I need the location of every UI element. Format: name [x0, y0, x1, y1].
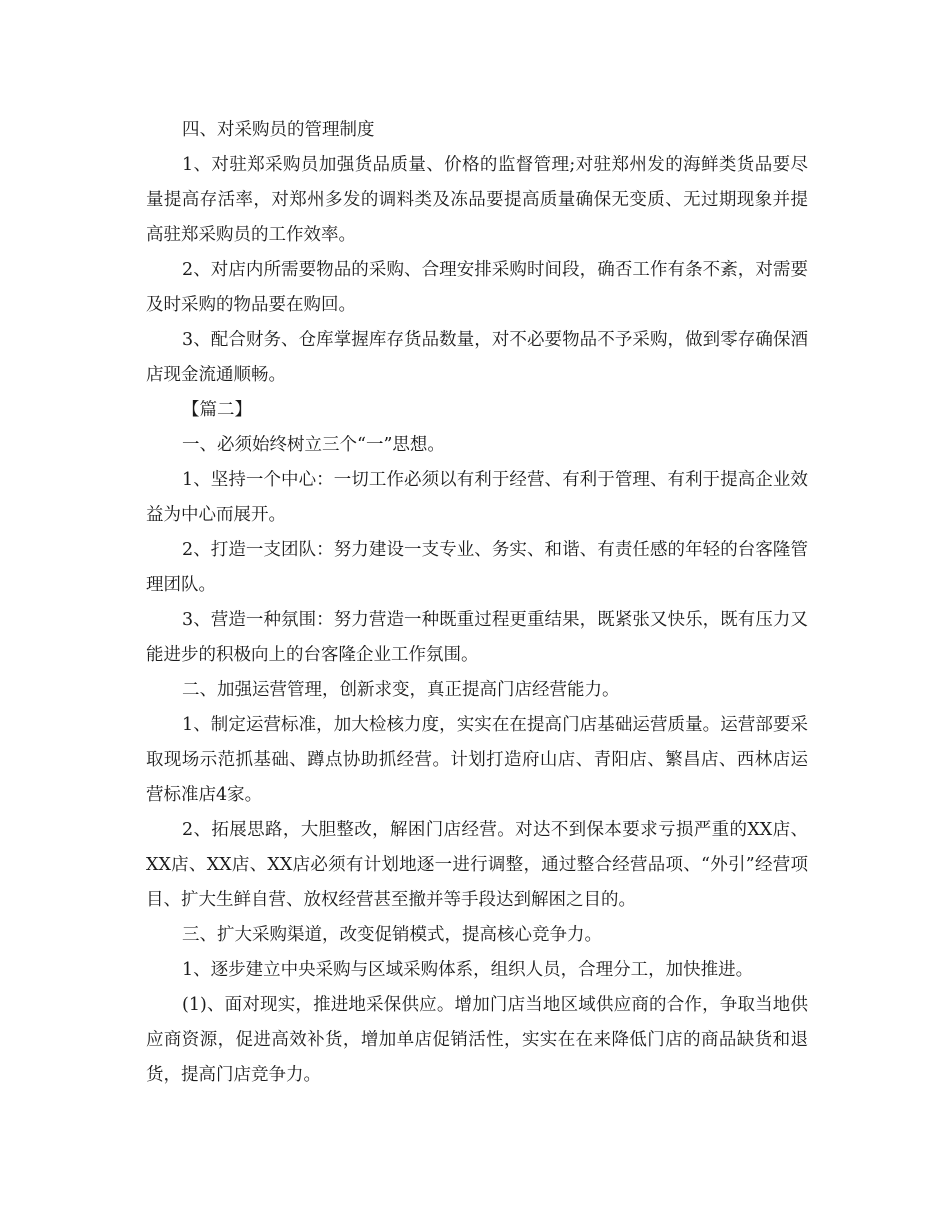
paragraph: 2、打造一支团队：努力建设一支专业、务实、和谐、有责任感的年轻的台客隆管理团队。 [146, 540, 808, 595]
paragraph: 3、营造一种氛围：努力营造一种既重过程更重结果，既紧张又快乐，既有压力又能进步的积极向上的台客隆企业工作氛围。 [146, 610, 808, 665]
paragraph: 1、对驻郑采购员加强货品质量、价格的监督管理;对驻郑州发的海鲜类货品要尽量提高存活率，对郑州多发的调料类及冻品要提高质量确保无变质、无过期现象并提高驻郑采购员的工作效率。 [146, 155, 808, 245]
paragraph: 1、坚持一个中心：一切工作必须以有利于经营、有利于管理、有利于提高企业效益为中心而展开。 [146, 470, 808, 525]
section-heading: 二、加强运营管理，创新求变，真正提高门店经营能力。 [182, 680, 620, 700]
section-heading-purchaser-management: 四、对采购员的管理制度 [182, 120, 375, 140]
paragraph: 2、对店内所需要物品的采购、合理安排采购时间段，确否工作有条不紊，对需要及时采购的物品要在购回。 [146, 260, 808, 315]
section-heading: 三、扩大采购渠道，改变促销模式，提高核心竞争力。 [182, 925, 602, 945]
paragraph: 1、制定运营标准，加大检核力度，实实在在提高门店基础运营质量。运营部要采取现场示范抓基础、蹲点协助抓经营。计划打造府山店、青阳店、繁昌店、西林店运营标准店4家。 [146, 715, 808, 805]
part-heading-part-two: 【篇二】 [182, 400, 252, 420]
paragraph: 1、逐步建立中央采购与区域采购体系，组织人员，合理分工，加快推进。 [182, 960, 754, 980]
paragraph: 2、拓展思路，大胆整改，解困门店经营。对达不到保本要求亏损严重的XX店、XX店、XX店、XX店必须有计划地逐一进行调整，通过整合经营品项、“外引”经营项目、扩大生鲜自营、放权经营甚至撤并等手段达到解困之目的。 [146, 820, 808, 910]
paragraph: (1)、面对现实，推进地采保供应。增加门店当地区域供应商的合作，争取当地供应商资源，促进高效补货，增加单店促销活性，实实在在来降低门店的商品缺货和退货，提高门店竞争力。 [146, 995, 808, 1085]
section-heading: 一、必须始终树立三个“一”思想。 [182, 435, 445, 455]
document-body [146, 113, 808, 1093]
paragraph: 3、配合财务、仓库掌握库存货品数量，对不必要物品不予采购，做到零存确保酒店现金流通顺畅。 [146, 330, 808, 385]
